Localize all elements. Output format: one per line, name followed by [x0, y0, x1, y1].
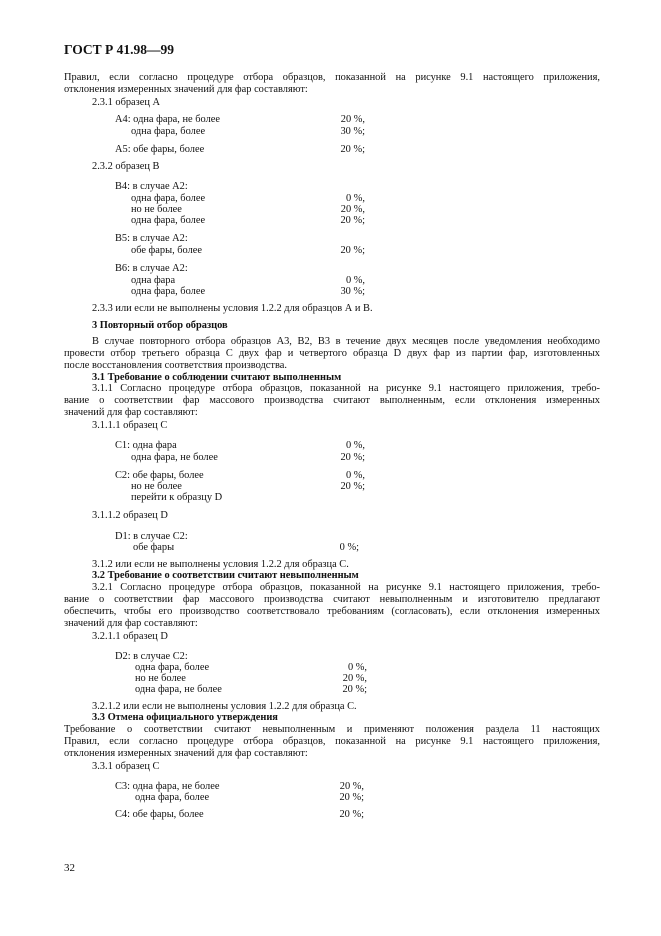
a5-label: А5: обе фары, более [115, 144, 205, 155]
section-3-3-para-1: Требование о соответствии считают невыполненным и применяют положения раздела 11 настоящих [64, 724, 600, 735]
a5-value: 20 %; [340, 144, 365, 155]
c2-label-1: С2: обе фары, более [115, 470, 204, 481]
a4-value-2: 30 %; [340, 126, 365, 137]
section-3-para-1: В случае повторного отбора образцов А3, В2, В3 в течение двух месяцев после уведомления необходимо [92, 336, 600, 347]
section-3-2-1-1-title: 3.2.1.1 образец D [92, 631, 168, 642]
b4-head: В4: в случае А2: [115, 181, 188, 192]
c1-value-1: 0 %, [345, 440, 365, 451]
section-3-3-1-title: 3.3.1 образец С [92, 761, 160, 772]
b6-row-2-value: 30 %; [340, 286, 365, 297]
b6-row-1-label: одна фара [131, 275, 176, 286]
b6-head: В6: в случае А2: [115, 263, 188, 274]
section-3-2-title: 3.2 Требование о соответствии считают невыполненным [92, 570, 359, 581]
b4-row-1-label: одна фара, более [131, 193, 206, 204]
section-3-2-para-4: значений для фар составляют: [64, 618, 198, 629]
c1-label-1: С1: одна фара [115, 440, 177, 451]
section-3-3-title: 3.3 Отмена официального утверждения [92, 712, 278, 723]
section-3-1-1-1-title: 3.1.1.1 образец С [92, 420, 168, 431]
c2-label-2: но не более [131, 481, 182, 492]
c1-label-2: одна фара, не более [131, 452, 218, 463]
c2-value-1: 0 %, [345, 470, 365, 481]
section-3-1-title: 3.1 Требование о соблюдении считают выполненным [92, 372, 342, 383]
d1-head: D1: в случае С2: [115, 531, 188, 542]
page-number: 32 [64, 862, 75, 874]
c2-value-2: 20 %; [340, 481, 365, 492]
b4-row-1-value: 0 %, [345, 193, 365, 204]
b5-head: В5: в случае А2: [115, 233, 188, 244]
c4-label: С4: обе фары, более [115, 809, 204, 820]
c1-value-2: 20 %; [340, 452, 365, 463]
section-3-1-1-2-title: 3.1.1.2 образец D [92, 510, 168, 521]
section-3-2-para-2: вание о соответствии фар массового производства считают невыполненным и изготовителю предлагают [64, 594, 600, 605]
section-3-1-para-1: 3.1.1 Согласно процедуре отбора образцов, показанной на рисунке 9.1 настоящего приложения, требо- [92, 383, 600, 394]
c3-value-2: 20 %; [339, 792, 364, 803]
c3-value-1: 20 %, [339, 781, 364, 792]
d2-head: D2: в случае С2: [115, 651, 188, 662]
section-3-para-3: после восстановления соответствия производства. [64, 360, 287, 371]
section-3-2-para-3: обеспечить, чтобы его производство соответствовало требованиям (согласовать), если отклонения измеренных [64, 606, 600, 617]
section-2-3-2-title: 2.3.2 образец В [92, 161, 160, 172]
b4-row-3-value: 20 %; [340, 215, 365, 226]
section-3-2-para-1: 3.2.1 Согласно процедуре отбора образцов, показанной на рисунке 9.1 настоящего приложения, требо- [92, 582, 600, 593]
section-3-1-2: 3.1.2 или если не выполнены условия 1.2.2 для образца С. [92, 559, 349, 570]
section-3-para-2: провести отбор третьего образца С двух фар и четвертого образца D двух фар из партии фар, изготовленных [64, 348, 600, 359]
section-2-3-1-title: 2.3.1 образец А [92, 97, 161, 108]
intro-line-1: Правил, если согласно процедуре отбора образцов, показанной на рисунке 9.1 настоящего приложения, [64, 72, 600, 83]
d2-row-1-label: одна фара, более [135, 662, 210, 673]
d2-row-3-label: одна фара, не более [135, 684, 222, 695]
c3-label-2: одна фара, более [135, 792, 210, 803]
a4-label: А4: одна фара, не более [115, 114, 221, 125]
d2-row-3-value: 20 %; [342, 684, 367, 695]
d2-row-2-label: но не более [135, 673, 186, 684]
section-2-3-3: 2.3.3 или если не выполнены условия 1.2.2 для образцов А и В. [92, 303, 373, 314]
section-3-title: 3 Повторный отбор образцов [92, 320, 228, 331]
d2-row-1-value: 0 %, [347, 662, 367, 673]
b4-row-2-label: но не более [131, 204, 182, 215]
b4-row-2-value: 20 %, [340, 204, 365, 215]
b5-row-1-value: 20 %; [340, 245, 365, 256]
section-3-2-1-2: 3.2.1.2 или если не выполнены условия 1.2.2 для образца С. [92, 701, 357, 712]
section-3-1-para-2: вание о соответствии фар массового производства считают выполненным, если отклонения измеренных [64, 395, 600, 406]
b4-row-3-label: одна фара, более [131, 215, 206, 226]
intro-line-2: отклонения измеренных значений для фар составляют: [64, 84, 308, 95]
b6-row-1-value: 0 %, [345, 275, 365, 286]
b6-row-2-label: одна фара, более [131, 286, 206, 297]
c4-value: 20 %; [339, 809, 364, 820]
d2-row-2-value: 20 %, [342, 673, 367, 684]
section-3-1-para-3: значений для фар составляют: [64, 407, 198, 418]
b5-row-1-label: обе фары, более [131, 245, 203, 256]
section-3-3-para-3: отклонения измеренных значений для фар составляют: [64, 748, 308, 759]
d1-row-value: 0 %; [339, 542, 359, 553]
d1-row-label: обе фары [133, 542, 175, 553]
c2-go-to-d: перейти к образцу D [131, 492, 223, 503]
a4-value: 20 %, [340, 114, 365, 125]
document-header: ГОСТ Р 41.98—99 [64, 42, 175, 57]
section-3-3-para-2: Правил, если согласно процедуре отбора образцов, показанной на рисунке 9.1 настоящего приложения, [64, 736, 600, 747]
a4-label-2: одна фара, более [131, 126, 206, 137]
c3-label-1: С3: одна фара, не более [115, 781, 220, 792]
